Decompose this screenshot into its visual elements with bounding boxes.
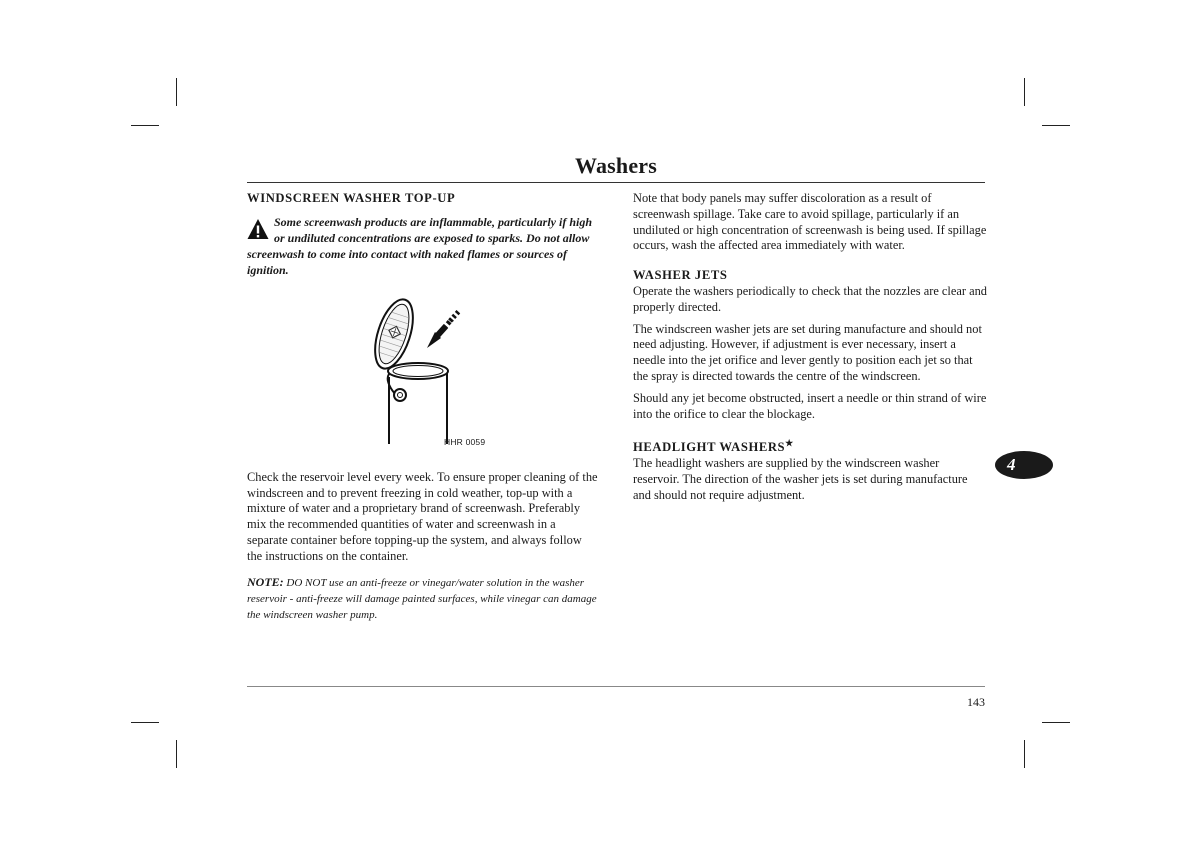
figure-label: HHR 0059 [444,436,486,447]
section-heading-washer-jets: WASHER JETS [633,268,728,283]
washer-jets-paragraph: The windscreen washer jets are set during manufacture and should not need adjusting. However, if adjustment is ever necessary, insert a needle into the jet orifice and lever gently to position each jet so that the spray is directed towards the centre of the windscreen. [633,321,982,383]
right-column [633,191,987,510]
warning-block [247,214,599,278]
crop-mark [1024,740,1025,768]
warning-triangle-icon [247,218,269,240]
warning-text: Some screenwash products are inflammable, particularly if high or undiluted concentrations are exposed to sparks. Do not allow screenwash to come into contact with naked flames or sources of ignition. [247,214,593,277]
crop-mark [176,740,177,768]
reservoir-cap-illustration [367,292,497,452]
crop-mark [131,722,159,723]
footer-rule [247,686,985,687]
headlight-washers-paragraph: The headlight washers are supplied by the windscreen washer reservoir. The direction of the washer jets is set during manufacture and should not require adjustment. [633,456,968,502]
title-rule [247,182,985,183]
washer-reservoir-figure [247,292,599,462]
page-number: 143 [967,695,985,709]
crop-mark [1024,78,1025,106]
section-heading-headlight-washers [633,436,987,456]
crop-mark [131,125,159,126]
washer-jets-paragraph: Should any jet become obstructed, insert a needle or thin strand of wire into the orifice to clear the blockage. [633,390,987,421]
spillage-paragraph: Note that body panels may suffer discoloration as a result of screenwash spillage. Take care to avoid spillage, particularly if an undiluted or high concentration of screenwash is being used. If spillage occurs, wash the affected area immediately with water. [633,191,987,253]
crop-mark [1042,125,1070,126]
body-paragraph: Check the reservoir level every week. To ensure proper cleaning of the windscreen and to prevent freezing in cold weather, top-up with a mixture of water and a proprietary brand of screenwash. Preferably mix the recommended quantities of water and screenwash in a separate container before topping-up the system, and always follow the instructions on the container. [247,469,598,563]
left-column [247,191,599,632]
crop-mark [176,78,177,106]
note-text: DO NOT use an anti-freeze or vinegar/water solution in the washer reservoir - anti-freeze will damage painted surfaces, while vinegar can damage the windscreen washer pump. [247,576,597,621]
section-heading-windscreen-washer: WINDSCREEN WASHER TOP-UP [247,191,456,205]
note-paragraph [247,574,599,623]
note-label: NOTE: [247,574,284,589]
page-title: Washers [574,153,658,178]
crop-mark [1042,722,1070,723]
washer-jets-paragraph: Operate the washers periodically to check that the nozzles are clear and properly directed. [633,283,987,314]
chapter-tab: 4 [995,451,1053,479]
headlight-heading-text: HEADLIGHT WASHERS [633,440,786,455]
optional-equipment-star: ★ [785,438,794,449]
